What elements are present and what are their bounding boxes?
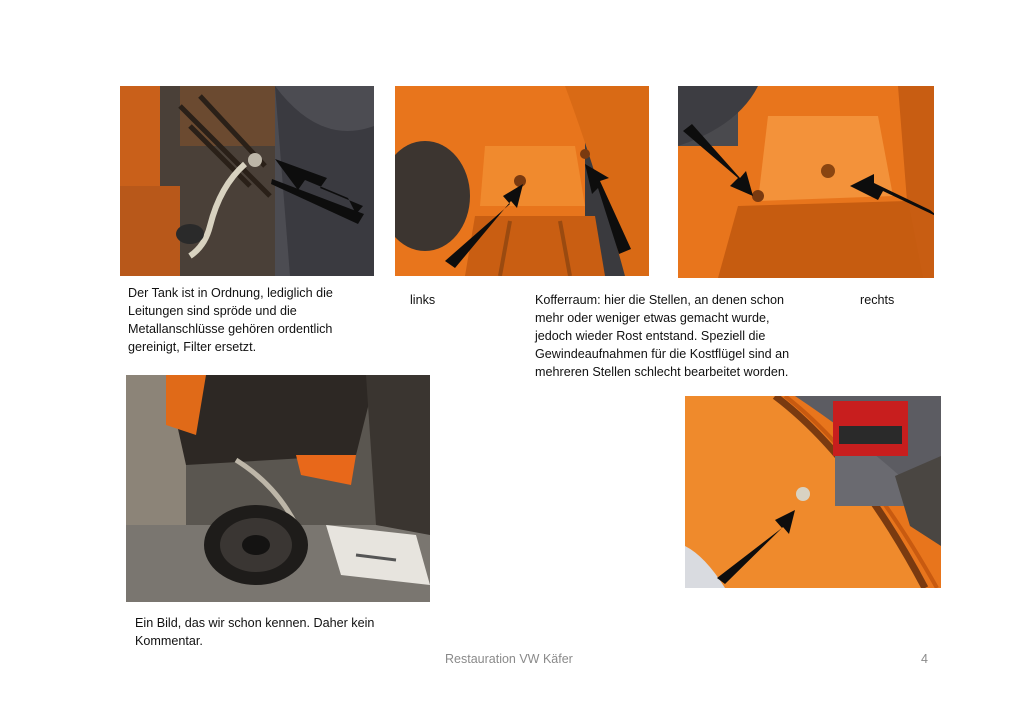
footer-title: Restauration VW Käfer (445, 652, 573, 666)
photo-brake-hub (126, 375, 430, 602)
photo-trunk-left (395, 86, 649, 276)
caption-links: links (410, 293, 436, 307)
photo-fender-flange (685, 396, 941, 588)
caption-rechts: rechts (860, 293, 895, 307)
caption-kofferraum: Kofferraum: hier die Stellen, an denen schon mehr oder weniger etwas gemacht wurde, jedoch wieder Rost entstand. Speziell die Gewindeaufnahmen für die Kostflügel sind an mehreren Stellen schlecht bearbeitet worden. (535, 293, 790, 379)
photo-fuel-tank-lines (120, 86, 374, 276)
caption-fuel-tank: Der Tank ist in Ordnung, lediglich die Leitungen sind spröde und die Metallanschlüsse gehören ordentlich gereinigt, Filter ersetzt. (128, 286, 333, 354)
photo-trunk-right (678, 86, 934, 278)
caption-brake-hub: Ein Bild, das wir schon kennen. Daher kein Kommentar. (135, 616, 375, 648)
page-number: 4 (921, 652, 928, 666)
